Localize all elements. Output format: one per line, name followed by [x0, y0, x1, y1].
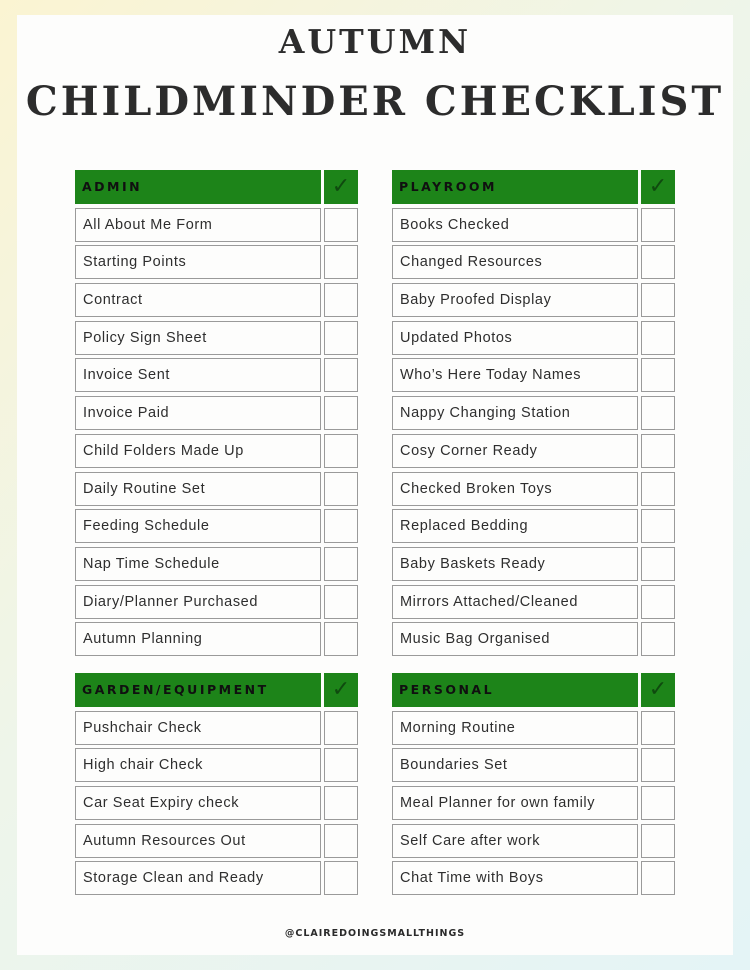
section-playroom — [392, 170, 675, 660]
checklist-item-label: Replaced Bedding — [392, 509, 638, 543]
checklist-row — [75, 748, 358, 786]
checkbox[interactable] — [324, 434, 358, 468]
checklist-row — [75, 396, 358, 434]
footer-handle: @CLAIREDOINGSMALLTHINGS — [284, 928, 466, 939]
checklist-row — [75, 358, 358, 396]
checklist-item-label: Changed Resources — [392, 245, 638, 279]
checkbox[interactable] — [641, 748, 675, 782]
checklist-item-label: Child Folders Made Up — [75, 434, 321, 468]
checklist-item-label: Starting Points — [75, 245, 321, 279]
checklist-row — [75, 861, 358, 899]
checklist-row — [75, 208, 358, 246]
checklist-item-label: Mirrors Attached/Cleaned — [392, 585, 638, 619]
title-line-1: AUTUMN — [278, 22, 472, 61]
checkbox[interactable] — [324, 547, 358, 581]
checklist-item-label: Autumn Planning — [75, 622, 321, 656]
checkbox[interactable] — [641, 396, 675, 430]
checklist-row — [75, 786, 358, 824]
section-personal — [392, 673, 675, 899]
checklist-row — [392, 711, 675, 749]
checkbox[interactable] — [324, 283, 358, 317]
checklist-row — [392, 585, 675, 623]
checkbox[interactable] — [641, 434, 675, 468]
checklist-item-label: All About Me Form — [75, 208, 321, 242]
section-heading: PLAYROOM — [392, 170, 638, 204]
checklist-row — [75, 622, 358, 660]
checklist-item-label: Meal Planner for own family — [392, 786, 638, 820]
checklist-row — [75, 711, 358, 749]
checkbox[interactable] — [641, 283, 675, 317]
check-icon: ✓ — [324, 673, 358, 707]
checklist-item-label: Baby Baskets Ready — [392, 547, 638, 581]
checklist-item-label: Updated Photos — [392, 321, 638, 355]
checklist-row — [75, 547, 358, 585]
checklist-row — [75, 245, 358, 283]
checkbox[interactable] — [324, 861, 358, 895]
checklist-row — [75, 472, 358, 510]
checklist-item-label: Car Seat Expiry check — [75, 786, 321, 820]
checklist-item-label: Who’s Here Today Names — [392, 358, 638, 392]
checklist-item-label: Contract — [75, 283, 321, 317]
checkbox[interactable] — [641, 208, 675, 242]
checklist-row — [392, 321, 675, 359]
check-icon: ✓ — [641, 673, 675, 707]
check-icon: ✓ — [324, 170, 358, 204]
checklist-row — [75, 509, 358, 547]
checkbox[interactable] — [641, 711, 675, 745]
section-heading: ADMIN — [75, 170, 321, 204]
checkbox[interactable] — [324, 509, 358, 543]
checklist-item-label: High chair Check — [75, 748, 321, 782]
checklist-item-label: Cosy Corner Ready — [392, 434, 638, 468]
checklist-row — [75, 434, 358, 472]
checklist-row — [392, 861, 675, 899]
checkbox[interactable] — [324, 245, 358, 279]
checklist-row — [392, 245, 675, 283]
checkbox[interactable] — [324, 748, 358, 782]
checklist-item-label: Pushchair Check — [75, 711, 321, 745]
checklist-item-label: Policy Sign Sheet — [75, 321, 321, 355]
checklist-row — [392, 547, 675, 585]
checkbox[interactable] — [324, 711, 358, 745]
checklist-item-label: Chat Time with Boys — [392, 861, 638, 895]
checklist-item-label: Nappy Changing Station — [392, 396, 638, 430]
checklist-row — [392, 622, 675, 660]
section-header — [75, 170, 358, 208]
checkbox[interactable] — [641, 245, 675, 279]
checklist-row — [392, 396, 675, 434]
checklist-item-label: Books Checked — [392, 208, 638, 242]
checklist-row — [392, 358, 675, 396]
checklist-item-label: Nap Time Schedule — [75, 547, 321, 581]
section-header — [75, 673, 358, 711]
checklist-item-label: Storage Clean and Ready — [75, 861, 321, 895]
checklist-item-label: Music Bag Organised — [392, 622, 638, 656]
section-header — [392, 673, 675, 711]
checklist-row — [75, 824, 358, 862]
checkbox[interactable] — [324, 208, 358, 242]
checklist-row — [392, 509, 675, 547]
checklist-row — [75, 585, 358, 623]
section-admin — [75, 170, 358, 660]
section-garden-equipment — [75, 673, 358, 899]
checkbox[interactable] — [641, 472, 675, 506]
checkbox[interactable] — [641, 547, 675, 581]
checkbox[interactable] — [641, 585, 675, 619]
checklist-item-label: Baby Proofed Display — [392, 283, 638, 317]
checkbox[interactable] — [324, 321, 358, 355]
checkbox[interactable] — [641, 321, 675, 355]
checklist-item-label: Boundaries Set — [392, 748, 638, 782]
checkbox[interactable] — [641, 824, 675, 858]
section-heading: GARDEN/EQUIPMENT — [75, 673, 321, 707]
checklist-row — [392, 208, 675, 246]
checklist-item-label: Checked Broken Toys — [392, 472, 638, 506]
checklist-row — [75, 321, 358, 359]
checklist-row — [392, 434, 675, 472]
checkbox[interactable] — [641, 358, 675, 392]
checklist-row — [75, 283, 358, 321]
checklist-row — [392, 824, 675, 862]
checklist-item-label: Daily Routine Set — [75, 472, 321, 506]
checkbox[interactable] — [641, 622, 675, 656]
checkbox[interactable] — [324, 585, 358, 619]
checkbox[interactable] — [324, 622, 358, 656]
checkbox[interactable] — [324, 786, 358, 820]
checkbox[interactable] — [324, 824, 358, 858]
checkbox[interactable] — [324, 472, 358, 506]
checklist-item-label: Invoice Sent — [75, 358, 321, 392]
checkbox[interactable] — [641, 509, 675, 543]
checkbox[interactable] — [641, 786, 675, 820]
checkbox[interactable] — [641, 861, 675, 895]
checklist-item-label: Invoice Paid — [75, 396, 321, 430]
section-header — [392, 170, 675, 208]
checklist-item-label: Feeding Schedule — [75, 509, 321, 543]
check-icon: ✓ — [641, 170, 675, 204]
section-heading: PERSONAL — [392, 673, 638, 707]
checkbox[interactable] — [324, 396, 358, 430]
checkbox[interactable] — [324, 358, 358, 392]
checklist-item-label: Morning Routine — [392, 711, 638, 745]
checklist-item-label: Diary/Planner Purchased — [75, 585, 321, 619]
checklist-row — [392, 786, 675, 824]
title-line-2: CHILDMINDER CHECKLIST — [25, 78, 725, 125]
checklist-item-label: Self Care after work — [392, 824, 638, 858]
checklist-row — [392, 748, 675, 786]
checklist-row — [392, 283, 675, 321]
checklist-item-label: Autumn Resources Out — [75, 824, 321, 858]
checklist-row — [392, 472, 675, 510]
